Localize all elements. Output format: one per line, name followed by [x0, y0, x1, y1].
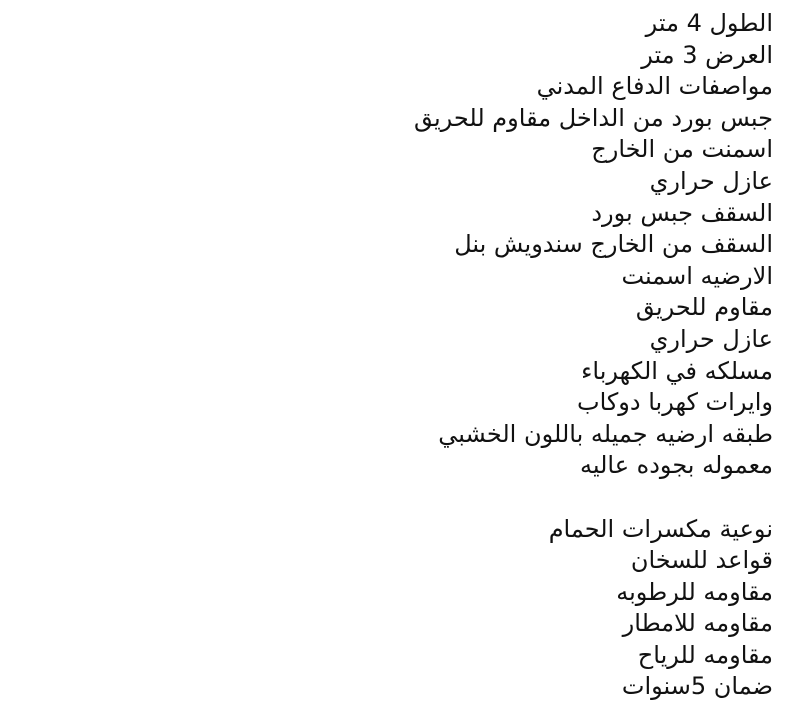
- spec-line-fire-resistant: مقاوم للحريق: [635, 293, 773, 322]
- spec-line-moisture-resistant: مقاومه للرطوبه: [616, 577, 773, 606]
- spec-line-ducab-wires: وايرات كهربا دوكاب: [576, 388, 773, 417]
- spec-line-ceiling-sandwich-panel: السقف من الخارج سندويش بنل: [454, 230, 773, 259]
- spec-line-civil-defense: مواصفات الدفاع المدني: [536, 72, 773, 101]
- spec-line-ceiling-gypsum: السقف جبس بورد: [591, 198, 773, 227]
- spec-line-thermal-insulation-2: عازل حراري: [649, 324, 773, 353]
- spec-text-block: [13, 8, 773, 703]
- spec-line-gypsum-interior: جبس بورد من الداخل مقاوم للحريق: [413, 103, 773, 132]
- spec-line-high-quality: معموله بجوده عاليه: [579, 451, 773, 480]
- paragraph-gap: [13, 482, 773, 514]
- spec-line-heater-bases: قواعد للسخان: [630, 546, 773, 575]
- spec-line-floor-cement: الارضيه اسمنت: [621, 261, 773, 290]
- spec-line-length: الطول 4 متر: [645, 9, 773, 37]
- spec-line-rain-resistant: مقاومه للامطار: [622, 609, 773, 638]
- spec-line-electrical-wiring: مسلكه في الكهرباء: [581, 356, 773, 385]
- spec-line-width: العرض 3 متر: [641, 40, 773, 69]
- spec-line-cement-exterior: اسمنت من الخارج: [591, 135, 773, 164]
- spec-line-warranty: ضمان 5سنوات: [621, 672, 773, 701]
- spec-line-bathroom-fittings: نوعية مكسرات الحمام: [548, 514, 773, 543]
- spec-line-wood-floor-layer: طبقه ارضيه جميله باللون الخشبي: [438, 419, 773, 448]
- spec-line-wind-resistant: مقاومه للرياح: [637, 640, 773, 669]
- spec-line-thermal-insulation: عازل حراري: [649, 166, 773, 195]
